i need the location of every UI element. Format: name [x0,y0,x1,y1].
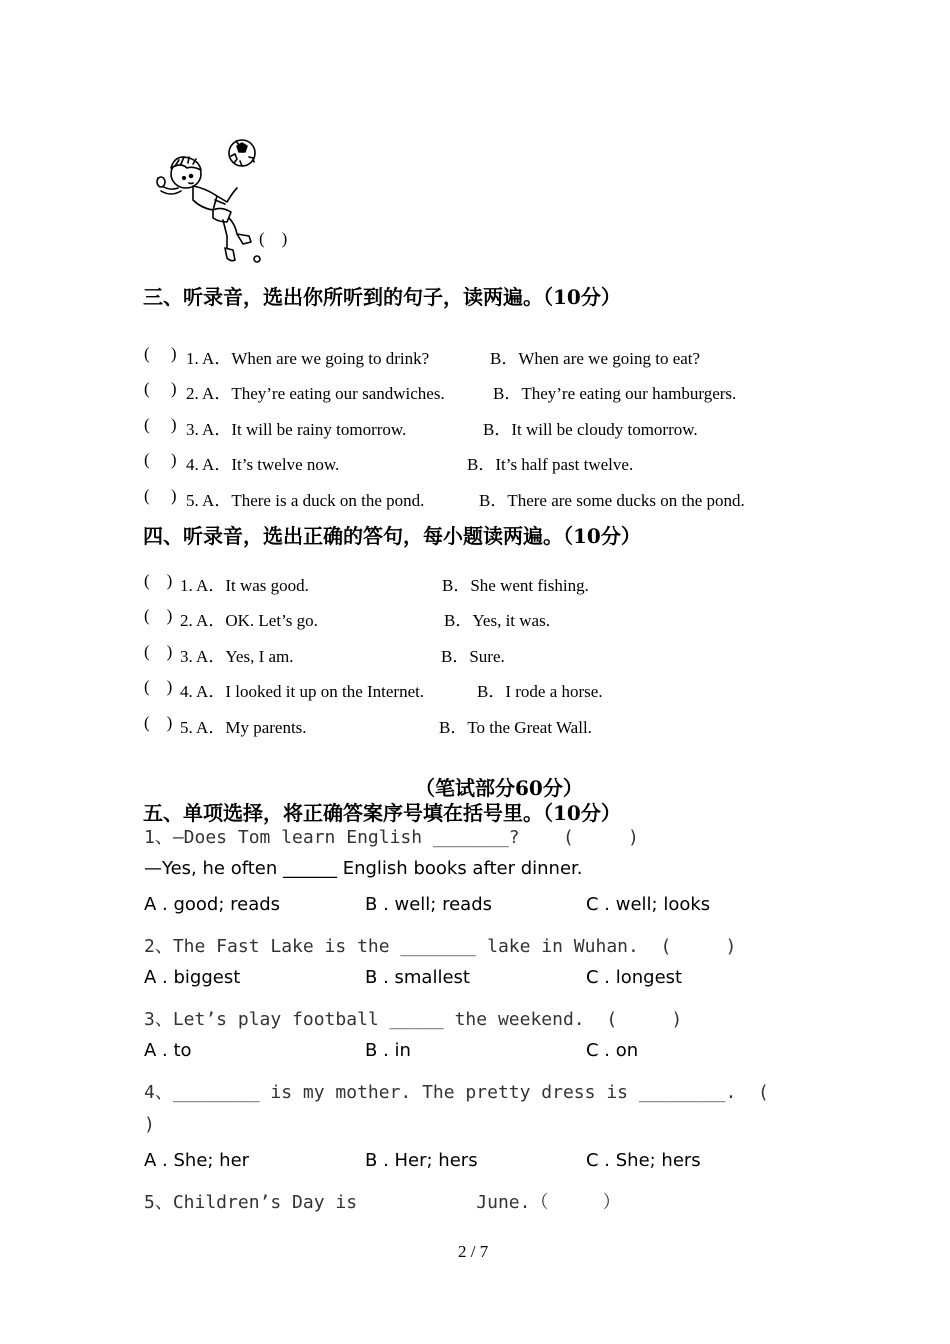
question-4-line2: ) [144,1114,155,1135]
question-1-line2: —Yes, he often ______ English books after dinner. [144,858,583,879]
answer-paren[interactable]: ( ) [144,379,177,398]
answer-paren[interactable]: ( ) [144,344,177,363]
option-a: 5. A．There is a duck on the pond. [186,491,425,510]
q2-option-c[interactable]: C . longest [586,967,683,988]
option-a: 3. A．Yes, I am. [180,647,294,666]
written-part-label: （笔试部分60分） [415,776,583,800]
q1-option-c[interactable]: C . well; looks [586,894,711,915]
answer-paren[interactable]: ( ) [144,450,177,469]
q2-option-a[interactable]: A . biggest [144,967,241,988]
q4-option-b[interactable]: B . Her; hers [365,1150,478,1171]
option-b: B．She went fishing. [442,576,589,595]
q3-option-c[interactable]: C . on [586,1040,639,1061]
answer-paren[interactable]: ( ) [144,606,173,625]
answer-paren[interactable]: ( ) [144,571,173,590]
boy-heading-soccer-ball-icon [153,136,268,264]
q4-option-c[interactable]: C . She; hers [586,1150,701,1171]
option-b: B．Sure. [441,647,505,666]
illustration-answer-paren[interactable]: ( ) [259,229,288,248]
answer-paren[interactable]: ( ) [144,415,177,434]
question-5-text: 5、Children’s Day is June.（ ） [144,1192,621,1213]
option-a: 4. A．It’s twelve now. [186,455,340,474]
option-a: 1. A．It was good. [180,576,309,595]
option-a: 1. A．When are we going to drink? [186,349,430,368]
section3-heading: 三、听录音，选出你所听到的句子，读两遍。（10分） [143,285,621,309]
option-b: B．They’re eating our hamburgers. [493,384,737,403]
question-4-text: 4、________ is my mother. The pretty dress is ________. ( [144,1082,769,1103]
option-b: B．It will be cloudy tomorrow. [483,420,698,439]
q4-option-a[interactable]: A . She; her [144,1150,250,1171]
question-1-text: 1、—Does Tom learn English _______? ( ) [144,827,639,848]
q2-option-b[interactable]: B . smallest [365,967,470,988]
option-a: 4. A．I looked it up on the Internet. [180,682,425,701]
q1-option-a[interactable]: A . good; reads [144,894,281,915]
section5-heading: 五、单项选择，将正确答案序号填在括号里。（10分） [143,801,621,825]
option-b: B．I rode a horse. [477,682,603,701]
question-3-text: 3、Let’s play football _____ the weekend. ( ) [144,1009,683,1030]
answer-paren[interactable]: ( ) [144,486,177,505]
page-number: 2 / 7 [458,1242,489,1261]
option-b: B．It’s half past twelve. [467,455,634,474]
q3-option-b[interactable]: B . in [365,1040,411,1061]
option-b: B．To the Great Wall. [439,718,592,737]
option-a: 3. A．It will be rainy tomorrow. [186,420,407,439]
option-b: B．There are some ducks on the pond. [479,491,745,510]
option-b: B．Yes, it was. [444,611,550,630]
option-a: 5. A．My parents. [180,718,307,737]
question-2-text: 2、The Fast Lake is the _______ lake in Wuhan. ( ) [144,936,737,957]
option-a: 2. A．OK. Let’s go. [180,611,318,630]
q1-option-b[interactable]: B . well; reads [365,894,493,915]
section4-heading: 四、听录音，选出正确的答句，每小题读两遍。（10分） [143,524,641,548]
boy-soccer-illustration [145,118,260,246]
option-b: B．When are we going to eat? [490,349,701,368]
answer-paren[interactable]: ( ) [144,677,173,696]
q3-option-a[interactable]: A . to [144,1040,192,1061]
answer-paren[interactable]: ( ) [144,642,173,661]
answer-paren[interactable]: ( ) [144,713,173,732]
option-a: 2. A．They’re eating our sandwiches. [186,384,445,403]
